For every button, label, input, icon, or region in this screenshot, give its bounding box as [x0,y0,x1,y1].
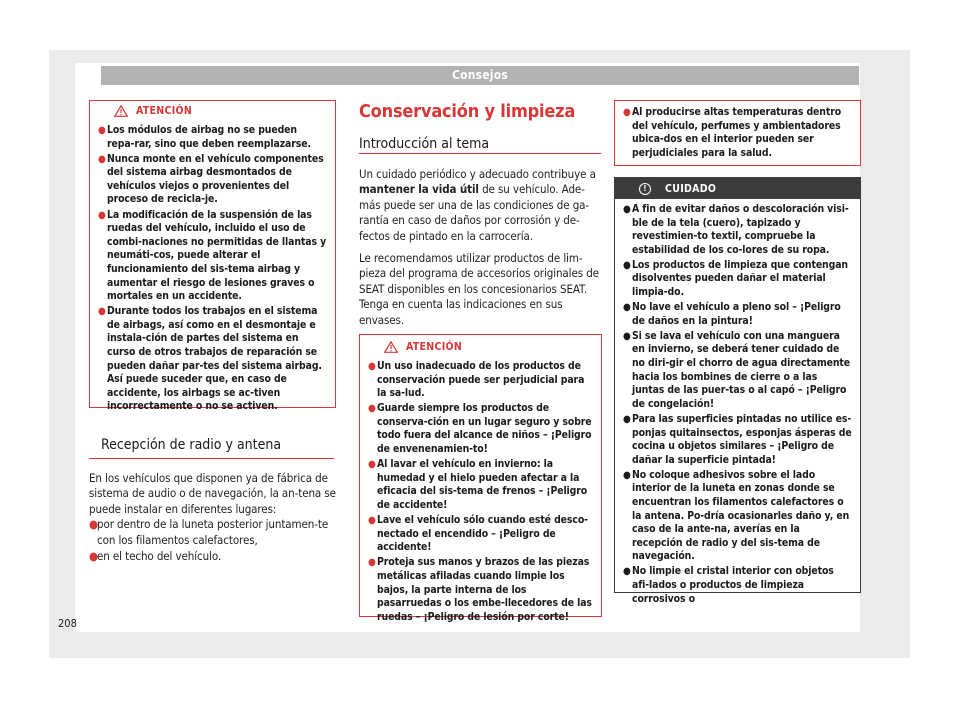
bullet-icon: ● [623,566,631,578]
bullet-icon: ● [98,153,106,165]
bullet-icon: ● [98,209,106,221]
list-item: ● Para las superficies pintadas no utilice es-ponjas quitainsectos, esponjas ásperas de cocina u objetos similares – ¡Peligro de dañar la superficie pintada! [623,412,852,466]
warning-triangle-icon [114,105,128,117]
warning-header [90,101,335,121]
bullet-icon: ● [98,306,106,318]
list-item: ● No coloque adhesivos sobre el lado interior de la luneta en zonas donde se encuentran los filamentos calefactores o la antena. Po-dría ocasionarles daño y, en caso de la ante-na, averías en la recepción de radio y del sis-tema de navegación. [623,468,850,563]
list-item: ● No lave el vehículo a pleno sol – ¡Peligro de daños en la pintura! [623,301,841,327]
list-item: ● Si se lava el vehículo con una manguera en invierno, se deberá tener cuidado de no diri-gir el chorro de agua directamente hacia los bombines de cierre o a las juntas de las puer-tas o al capó – ¡Peligro de congelación! [623,329,851,410]
list-item: ● Al producirse altas temperaturas dentro del vehículo, perfumes y ambientadores ubica-dos en el interior pueden ser perjudiciales para la salud. [623,106,842,159]
bullet-icon: ● [368,361,376,372]
warning-box-airbag [89,100,336,413]
list-item: ● Los productos de limpieza que contengan disolventes pueden dañar el material limpia-do. [623,258,848,299]
list-item: ● Proteja sus manos y brazos de las piezas metálicas afiladas cuando limpie los bajos, la parte interna de los pasarruedas o los embe-llecedores de las ruedas – ¡Peligro de lesión por corte! [368,556,592,623]
list-item: ● Nunca monte en el vehículo componentes del sistema airbag desmontados de vehículos viejos o provenientes del proceso de recicla-je. [98,152,324,206]
bullet-icon: ● [623,259,631,271]
radio-section-heading: Recepción de radio y antena [101,437,282,453]
section-subtitle: Introducción al tema [359,136,490,152]
bullet-icon: ● [623,413,631,425]
page-number: 208 [58,617,77,630]
warning-box-cleaning [359,334,602,623]
section-title: Conservación y limpieza [359,101,576,122]
caution-title: CUIDADO [665,182,717,195]
heading-rule [89,458,334,459]
bullet-icon: ● [623,330,631,342]
warning-box-continued [614,100,861,166]
bullet-icon: ● [368,515,376,527]
list-item: ● No limpie el cristal interior con objetos afi-lados o productos de limpieza corrosivos o [623,565,834,605]
list-item: ● por dentro de la luneta posterior juntamen-te con los filamentos calefactores, [89,517,329,547]
bullet-icon: ● [89,517,98,532]
bullet-icon: ● [368,403,376,415]
bullet-icon: ● [623,302,631,314]
bullet-icon: ● [368,459,376,471]
list-item: ● La modificación de la suspensión de las ruedas del vehículo, incluido el uso de combi-naciones no permitidas de llantas y neumáti-cos, puede alterar el funcionamiento del sis-tema airbag y aumentar el riesgo de lesiones graves o mortales en un accidente. [98,208,327,303]
list-item: ● Los módulos de airbag no se pueden repa-rar, sino que deben reemplazarse. [98,124,311,150]
list-item: ● A fin de evitar daños o descoloración visi-ble de la tela (cuero), tapizado y revestimien-to textil, compruebe la estabilidad de los co-lores de su ropa. [623,203,849,256]
bullet-icon: ● [623,204,631,215]
section-body [359,167,604,335]
radio-section-body [89,471,339,565]
warning-title: ATENCIÓN [406,341,463,353]
list-item: ● Un uso inadecuado de los productos de conservación puede ser perjudicial para la sa-lud. [368,360,585,400]
paragraph: Un cuidado periódico y adecuado contribuye a mantener la vida útil de su vehículo. Ade-más puede ser una de las condiciones de ga-rantía en caso de daños por corrosión y de-fectos de pintado en la carrocería. [359,167,596,243]
caution-box [614,177,861,605]
list-item: ● Lave el vehículo sólo cuando esté desco-nectado el encendido – ¡Peligro de accidente! [368,514,588,554]
warning-title: ATENCIÓN [136,105,193,117]
radio-intro: En los vehículos que disponen ya de fábrica de sistema de audio o de navegación, la an-tena se puede instalar en diferentes lugares: [89,471,336,516]
heading-rule [359,153,601,154]
bullet-icon: ● [623,107,631,118]
bullet-icon: ● [623,469,631,481]
warning-triangle-icon [384,341,398,353]
caution-header [615,178,860,199]
list-item: ● Durante todos los trabajos en el sistema de airbags, así como en el desmontaje e instala-ción de partes del sistema en curso de otros trabajos de reparación se pueden dañar par-tes del sistema airbag. Así puede suceder que, en caso de accidente, los airbags se ac-tiven incorrectamente o no se activen. [98,305,322,413]
bullet-icon: ● [89,549,98,564]
bullet-icon: ● [368,557,376,569]
list-item: ● Al lavar el vehículo en invierno: la humedad y el hielo pueden afectar a la eficacia del sis-tema de frenos – ¡Peligro de accidente! [368,458,588,511]
warning-header [360,337,601,357]
antenna-location-list [89,517,339,564]
list-item: ● en el techo del vehículo. [89,549,222,564]
info-circle-icon: ! [639,183,651,195]
bullet-icon: ● [98,125,106,136]
paragraph: Le recomendamos utilizar productos de lim-pieza del programa de accesorios originales de SEAT disponibles en los concesionarios SEAT. Tenga en cuenta las indicaciones en sus envases. [359,251,599,327]
list-item: ● Guarde siempre los productos de conserva-ción en un lugar seguro y sobre todo fuera del alcance de niños – ¡Peligro de envenenamien-to! [368,402,592,456]
page-header: Consejos [101,66,859,85]
